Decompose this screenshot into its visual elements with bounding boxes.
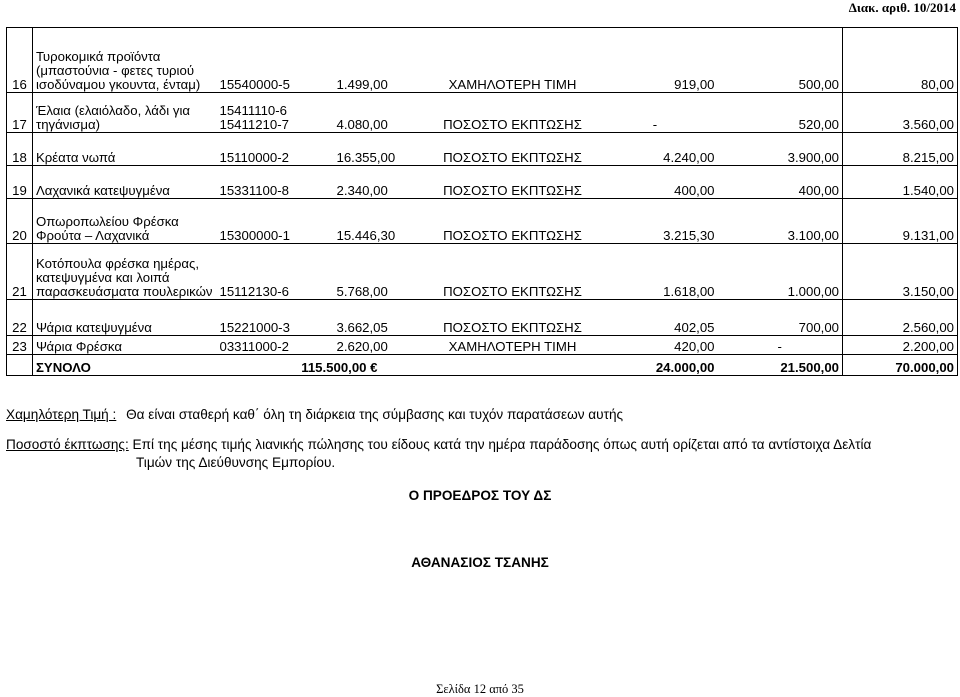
cpv-code: 03311000-2 <box>217 336 334 355</box>
item-description: Κοτόπουλα φρέσκα ημέρας, κατεψυγμένα και λοιπά παρασκευάσματα πουλερικών <box>33 244 217 300</box>
item-description: Οπωροπωλείου Φρέσκα Φρούτα – Λαχανικά <box>33 199 217 244</box>
row-number: 21 <box>7 244 33 300</box>
total-value-3: 70.000,00 <box>843 355 958 376</box>
value-col-3: 2.560,00 <box>843 300 958 336</box>
note-discount <box>6 436 946 472</box>
value-col-3: 3.560,00 <box>843 93 958 133</box>
note-text: Θα είναι σταθερή καθ΄ όλη τη διάρκεια της σύμβασης και τυχόν παρατάσεων αυτής <box>126 407 624 422</box>
row-number: 23 <box>7 336 33 355</box>
table-row <box>7 28 958 93</box>
budget-value: 5.768,00 <box>334 244 433 300</box>
item-description: Ψάρια Φρέσκα <box>33 336 217 355</box>
value-col-3: 1.540,00 <box>843 166 958 199</box>
table-row <box>7 300 958 336</box>
cpv-code: 15221000-3 <box>217 300 334 336</box>
value-col-1: - <box>593 93 718 133</box>
row-number: 22 <box>7 300 33 336</box>
item-description: Ψάρια κατεψυγμένα <box>33 300 217 336</box>
cpv-code: 15112130-6 <box>217 244 334 300</box>
item-description: Τυροκομικά προϊόντα (μπαστούνια - φετες τυριού ισοδύναμου γκουντα, ένταμ) <box>33 28 217 93</box>
table-row <box>7 93 958 133</box>
value-col-2: 400,00 <box>718 166 843 199</box>
award-criterion: ΠΟΣΟΣΤΟ ΕΚΠΤΩΣΗΣ <box>433 93 593 133</box>
value-col-1: 4.240,00 <box>593 133 718 166</box>
signature-title: Ο ΠΡΟΕΔΡΟΣ ΤΟΥ ΔΣ <box>408 488 552 503</box>
total-value-2: 21.500,00 <box>718 355 843 376</box>
total-budget: 115.500,00 € <box>217 355 433 376</box>
value-col-1: 420,00 <box>593 336 718 355</box>
value-col-1: 3.215,30 <box>593 199 718 244</box>
note-lowest-price <box>6 406 946 424</box>
total-empty <box>433 355 593 376</box>
budget-value: 1.499,00 <box>334 28 433 93</box>
award-criterion: ΠΟΣΟΣΤΟ ΕΚΠΤΩΣΗΣ <box>433 166 593 199</box>
note-text-continued: Τιμών της Διεύθυνσης Εμπορίου. <box>136 455 336 470</box>
award-criterion: ΠΟΣΟΣΤΟ ΕΚΠΤΩΣΗΣ <box>433 199 593 244</box>
budget-value: 15.446,30 <box>334 199 433 244</box>
budget-value: 16.355,00 <box>334 133 433 166</box>
table-row <box>7 244 958 300</box>
budget-value: 4.080,00 <box>334 93 433 133</box>
page-number: Σελίδα 12 από 35 <box>436 682 524 696</box>
value-col-1: 400,00 <box>593 166 718 199</box>
value-col-3: 9.131,00 <box>843 199 958 244</box>
award-criterion: ΠΟΣΟΣΤΟ ΕΚΠΤΩΣΗΣ <box>433 133 593 166</box>
note-text: Επί της μέσης τιμής λιανικής πώλησης του είδους κατά την ημέρα παράδοσης όπως αυτή ορίζεται από τα αντίστοιχα Δελτία <box>132 437 872 452</box>
value-col-2: 500,00 <box>718 28 843 93</box>
row-number: 17 <box>7 93 33 133</box>
signature-name: ΑΘΑΝΑΣΙΟΣ ΤΣΑΝΗΣ <box>411 555 549 570</box>
cpv-code: 15110000-2 <box>217 133 334 166</box>
value-col-3: 2.200,00 <box>843 336 958 355</box>
cpv-code: 15411110-6 15411210-7 <box>217 93 334 133</box>
value-col-1: 1.618,00 <box>593 244 718 300</box>
document-reference: Διακ. αριθ. 10/2014 <box>848 0 956 15</box>
row-number: 18 <box>7 133 33 166</box>
value-col-3: 80,00 <box>843 28 958 93</box>
item-description: Έλαια (ελαιόλαδο, λάδι για τηγάνισμα) <box>33 93 217 133</box>
total-value-1: 24.000,00 <box>593 355 718 376</box>
row-number: 20 <box>7 199 33 244</box>
table-row <box>7 133 958 166</box>
items-table <box>6 27 958 376</box>
total-row <box>7 355 958 376</box>
table-row <box>7 199 958 244</box>
row-number-empty <box>7 355 33 376</box>
value-col-3: 3.150,00 <box>843 244 958 300</box>
total-label: ΣΥΝΟΛΟ <box>33 355 217 376</box>
value-col-1: 402,05 <box>593 300 718 336</box>
value-col-2: 700,00 <box>718 300 843 336</box>
row-number: 19 <box>7 166 33 199</box>
value-col-2: - <box>718 336 843 355</box>
award-criterion: ΧΑΜΗΛΟΤΕΡΗ ΤΙΜΗ <box>433 336 593 355</box>
note-term: Χαμηλότερη Τιμή : <box>6 407 117 422</box>
award-criterion: ΠΟΣΟΣΤΟ ΕΚΠΤΩΣΗΣ <box>433 244 593 300</box>
award-criterion: ΧΑΜΗΛΟΤΕΡΗ ΤΙΜΗ <box>433 28 593 93</box>
value-col-2: 520,00 <box>718 93 843 133</box>
cpv-code: 15300000-1 <box>217 199 334 244</box>
budget-value: 2.340,00 <box>334 166 433 199</box>
value-col-2: 1.000,00 <box>718 244 843 300</box>
note-term: Ποσοστό έκπτωσης: <box>6 437 129 452</box>
item-description: Κρέατα νωπά <box>33 133 217 166</box>
value-col-3: 8.215,00 <box>843 133 958 166</box>
table-row <box>7 336 958 355</box>
value-col-2: 3.900,00 <box>718 133 843 166</box>
cpv-code: 15331100-8 <box>217 166 334 199</box>
value-col-1: 919,00 <box>593 28 718 93</box>
award-criterion: ΠΟΣΟΣΤΟ ΕΚΠΤΩΣΗΣ <box>433 300 593 336</box>
item-description: Λαχανικά κατεψυγμένα <box>33 166 217 199</box>
table-row <box>7 166 958 199</box>
row-number: 16 <box>7 28 33 93</box>
cpv-code: 15540000-5 <box>217 28 334 93</box>
budget-value: 2.620,00 <box>334 336 433 355</box>
value-col-2: 3.100,00 <box>718 199 843 244</box>
budget-value: 3.662,05 <box>334 300 433 336</box>
